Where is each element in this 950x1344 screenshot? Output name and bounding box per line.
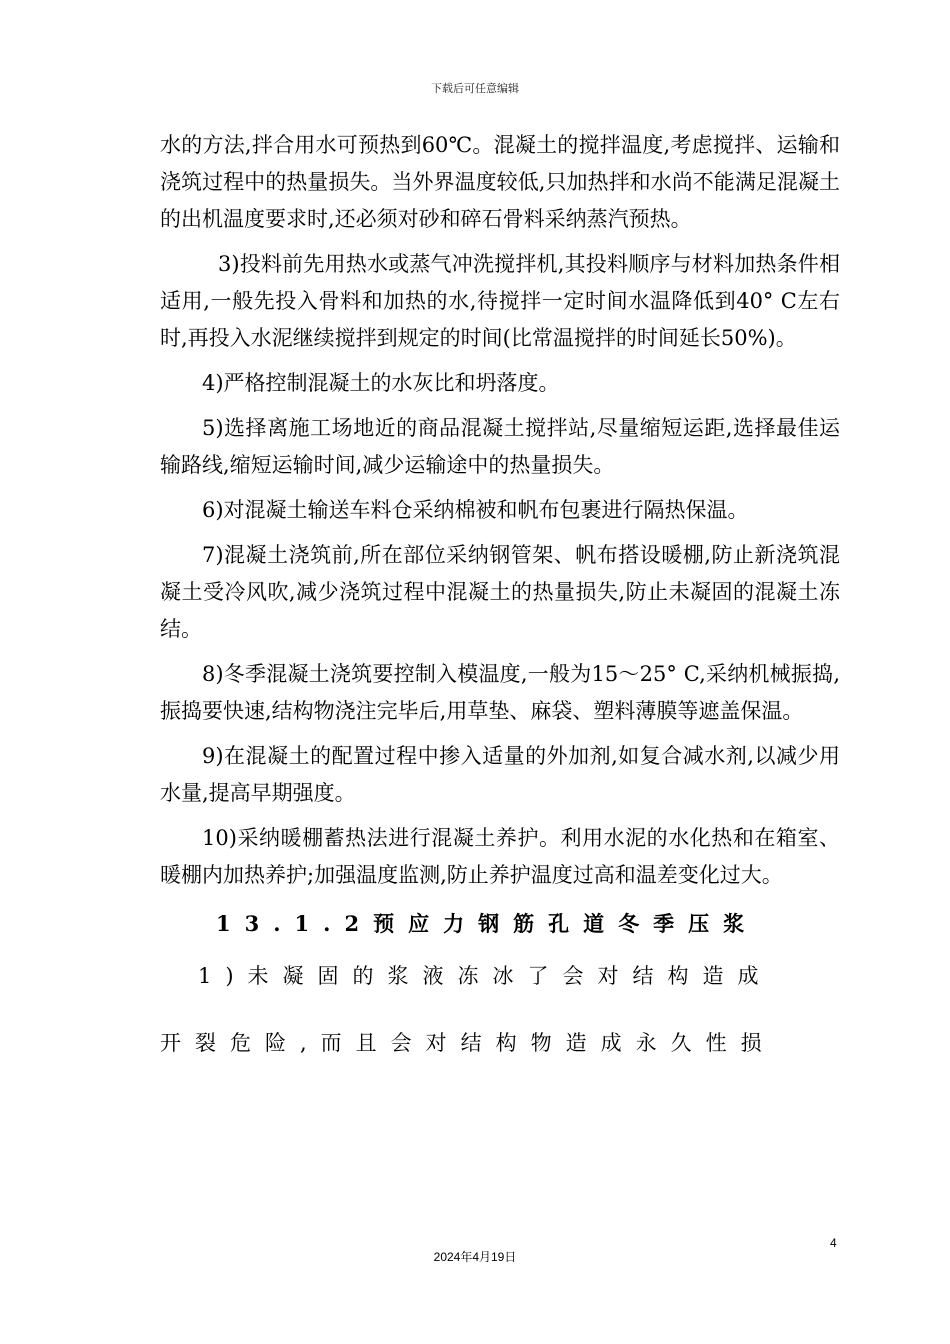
paragraph-item-10: 10)采纳暖棚蓄热法进行混凝土养护。利用水泥的水化热和在箱室、暖棚内加热养护;加强温度监测,防止养护温度过高和温差变化过大。 <box>160 826 840 887</box>
paragraph-item-4: 4)严格控制混凝土的水灰比和坍落度。 <box>202 371 560 395</box>
page-footer-date: 2024年4月19日 <box>433 1250 517 1264</box>
paragraph-item-7: 7)混凝土浇筑前,所在部位采纳钢管架、帆布搭设暖棚,防止新浇筑混凝土受冷风吹,减少浇筑过程中混凝土的热量损失,防止未凝固的混凝土冻结。 <box>160 543 840 641</box>
spread-paragraph-line-1: 1)未凝固的浆液冻冰了会对结构造成 <box>198 964 773 988</box>
paragraph-continuation: 水的方法,拌合用水可预热到60℃。混凝土的搅拌温度,考虑搅拌、运输和浇筑过程中的热量损失。当外界温度较低,只加热拌和水尚不能满足混凝土的出机温度要求时,还必须对砂和碎石骨料采纳蒸汽预热。 <box>160 133 840 231</box>
paragraph-item-6: 6)对混凝土输送车料仓采纳棉被和帆布包裹进行隔热保温。 <box>202 498 749 522</box>
page-number: 4 <box>830 1236 837 1250</box>
paragraph-item-9: 9)在混凝土的配置过程中掺入适量的外加剂,如复合减水剂,以减少用水量,提高早期强度。 <box>160 744 840 805</box>
section-heading: 13.1.2预应力钢筋孔道冬季压浆 <box>216 911 759 936</box>
paragraph-item-3: 3)投料前先用热水或蒸气冲洗搅拌机,其投料顺序与材料加热条件相适用,一般先投入骨料和加热的水,待搅拌一定时间水温降低到40° C左右时,再投入水泥继续搅拌到规定的时间(比常温搅拌的时间延长50%)。 <box>160 252 840 350</box>
page-header: 下载后可任意编辑 <box>431 82 519 95</box>
paragraph-item-8: 8)冬季混凝土浇筑要控制入模温度,一般为15～25° C,采纳机械振捣,振捣要快速,结构物浇注完毕后,用草垫、麻袋、塑料薄膜等遮盖保温。 <box>160 662 840 723</box>
spread-paragraph-line-2: 开裂危险,而且会对结构物造成永久性损 <box>160 1031 776 1055</box>
document-body <box>160 127 840 1070</box>
paragraph-item-5: 5)选择离施工场地近的商品混凝土搅拌站,尽量缩短运距,选择最佳运输路线,缩短运输时间,减少运输途中的热量损失。 <box>160 416 840 477</box>
